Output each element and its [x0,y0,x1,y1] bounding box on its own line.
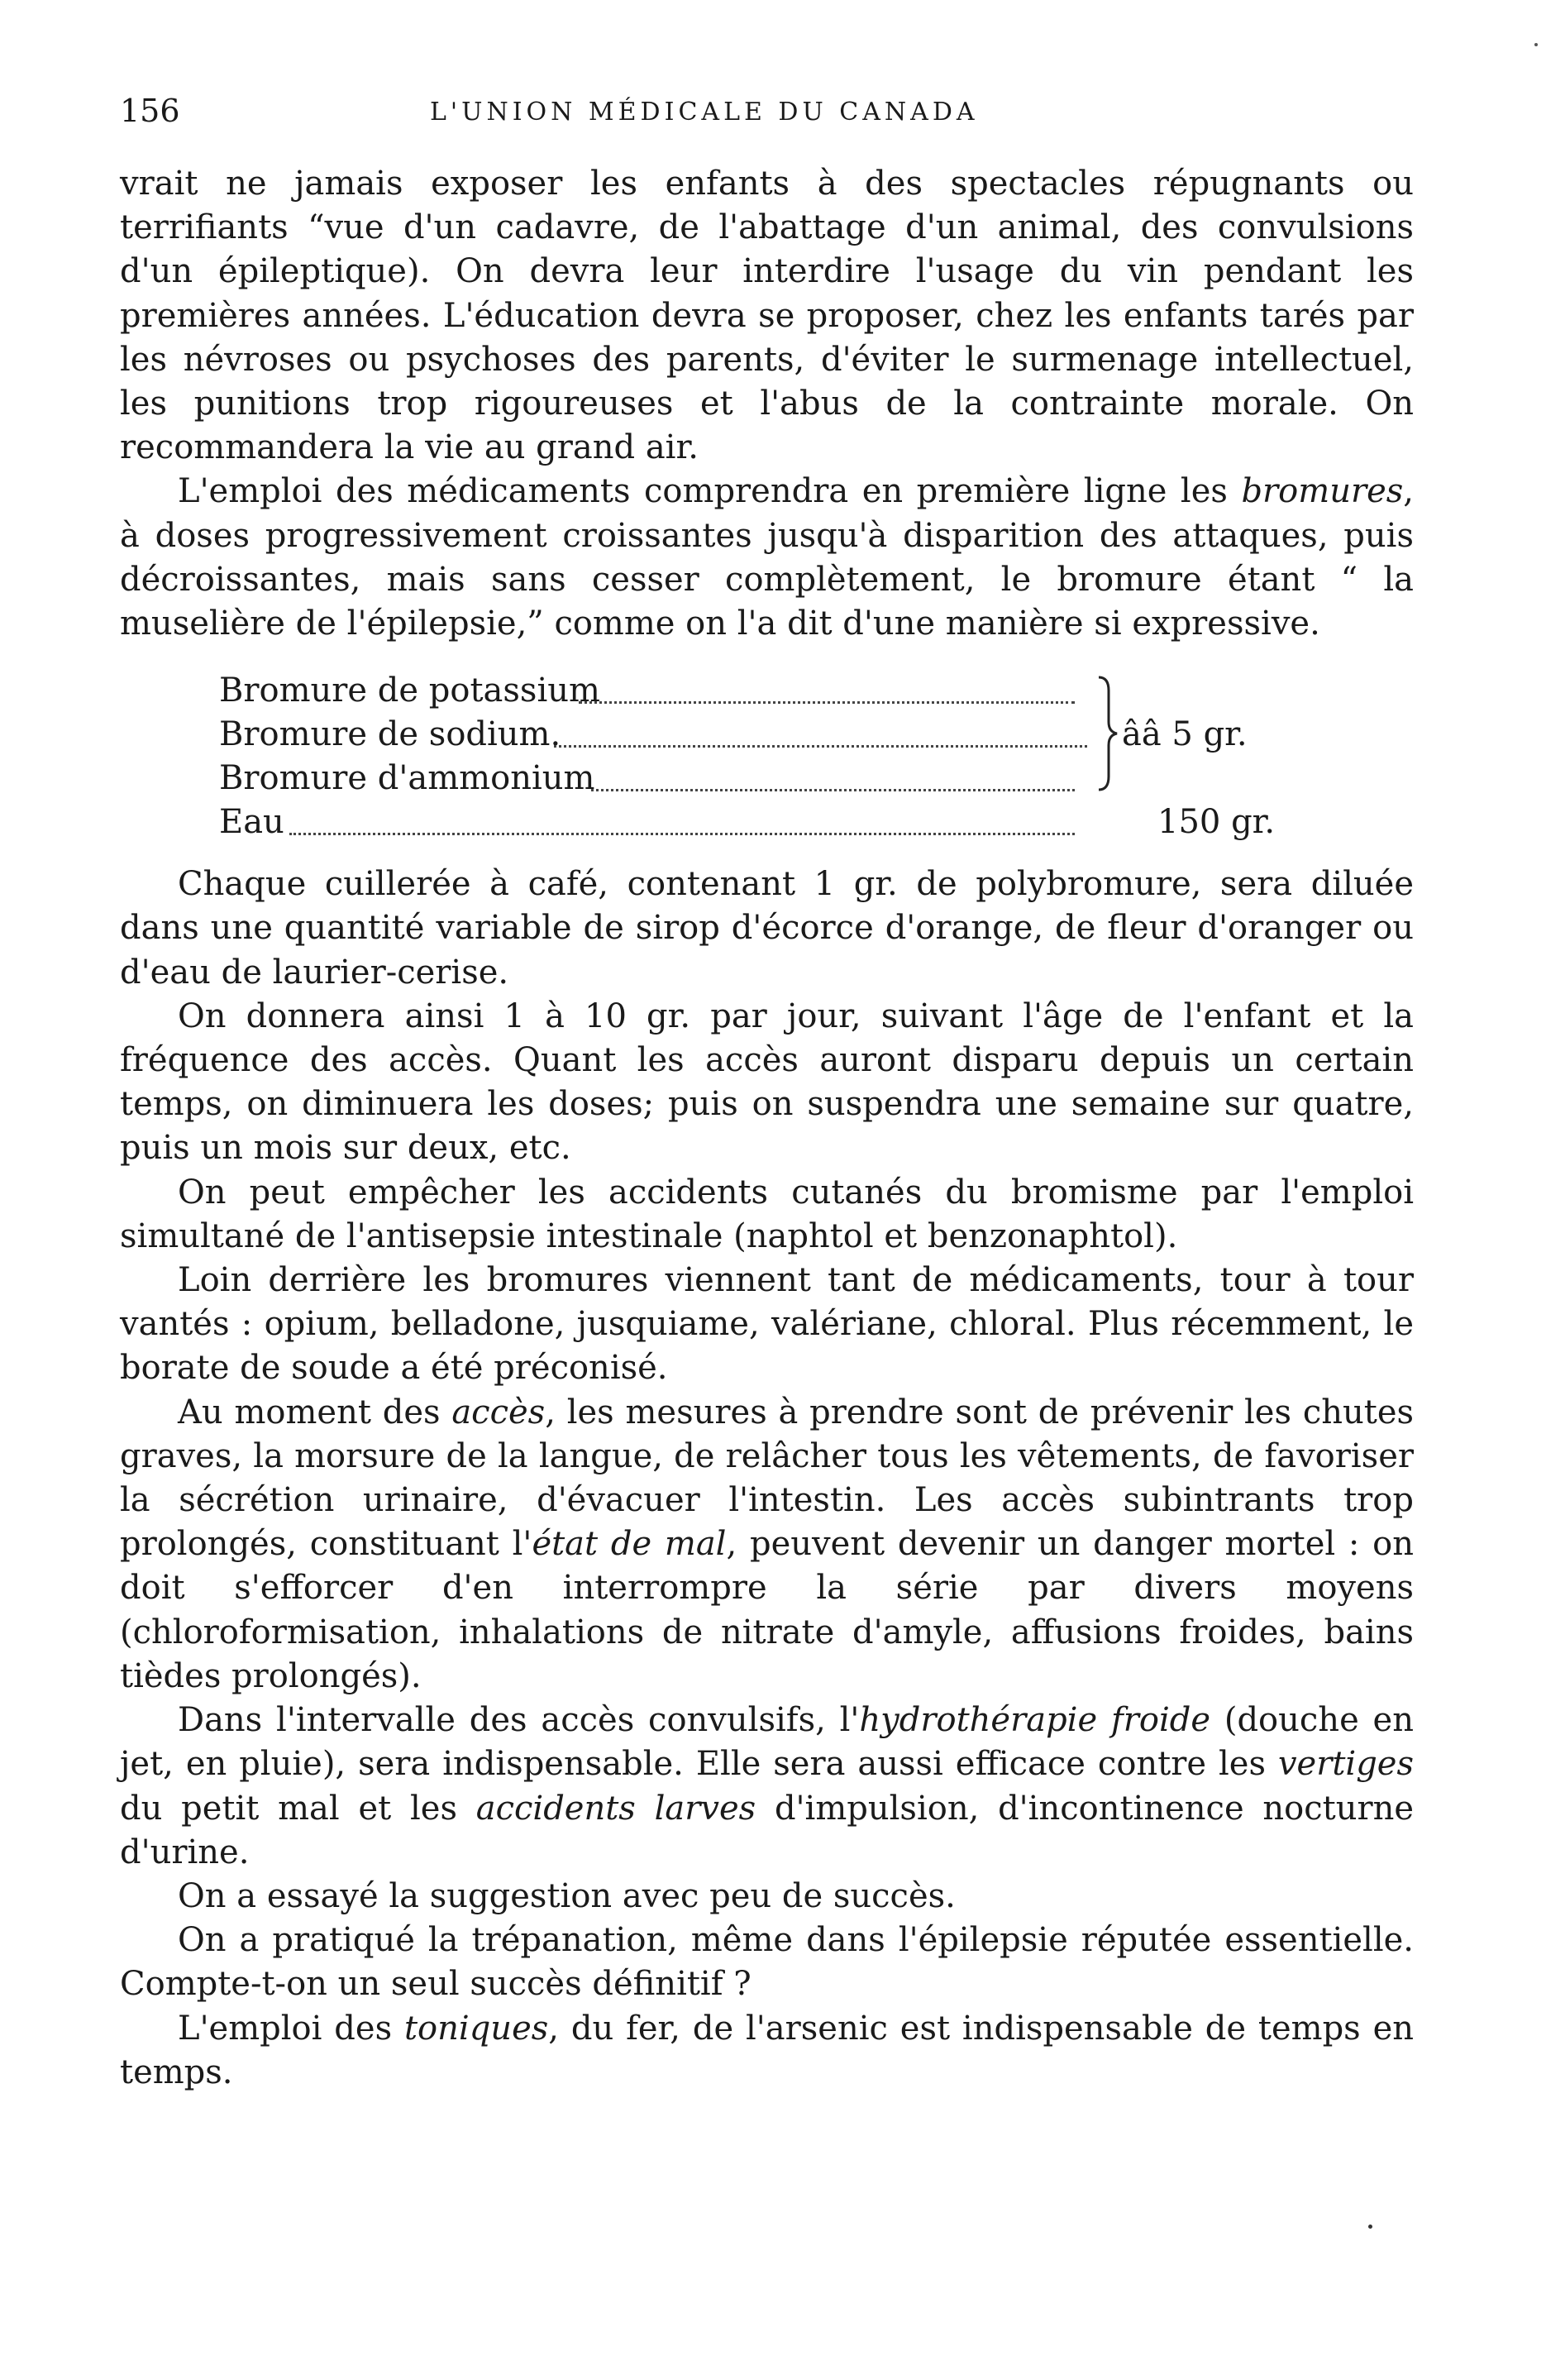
paragraph-1: vrait ne jamais exposer les enfants à des spectacles répugnants ou terrifiants “vue d'un cadavre, de l'abattage d'un animal, des convulsions d'un épileptique). On devra leur interdire l'usage du vin pendant les premières années. L'éducation devra se proposer, chez les enfants tarés par les névroses ou psychoses des parents, d'éviter le surmenage intellectuel, les punitions trop rigoureuses et l'abus de la contrainte morale. On recommandera la vie au grand air. [120,165,1414,467]
italic-term-toniques: toniques [403,2009,549,2048]
body-text [120,162,1414,2095]
text-run: , du fer, de l'arsenic est indispensable de temps en temps. [120,2009,1415,2091]
formula-ingredient: Bromure de sodium. [219,715,561,754]
running-head: L'UNION MÉDICALE DU CANADA [430,98,979,127]
paragraph-11 [120,2007,1414,2095]
text-run: Dans l'intervalle des accès convulsifs, l' [178,1701,860,1740]
text-run: Au moment des [178,1393,452,1431]
paragraph-8 [120,1699,1414,1875]
text-run: L'emploi des [178,2009,404,2048]
dot-leader [289,789,1075,835]
text-run: du petit mal et les [120,1789,476,1828]
right-brace [1097,676,1119,791]
prescription-formula [120,669,1414,846]
combined-quantity: ââ 5 gr. [1122,715,1248,754]
formula-ingredient: Eau [219,803,284,842]
formula-ingredient: Bromure de potassium [219,671,600,710]
paragraph-10: On a pratiqué la trépanation, même dans l'épilepsie réputée essentielle. Compte-t-on un seul succès définitif ? [120,1921,1414,2004]
stray-dot [1368,2225,1372,2229]
dot-leader [591,745,1075,791]
italic-term-accidents-larves: accidents larves [475,1789,756,1828]
dot-leader [579,657,1075,704]
text-run: (douche en jet, en pluie), sera indispensable. Elle sera aussi efficace contre les [120,1701,1414,1784]
text-run: L'emploi des médicaments comprendra en première ligne les [178,472,1242,511]
text-run: d'impulsion, d'incontinence nocturne d'urine. [120,1789,1415,1871]
formula-row-2 [219,713,561,757]
page-number: 156 [120,93,180,129]
margin-mark [1534,43,1538,46]
formula-row-4 [219,801,284,844]
text-run: , peuvent devenir un danger mortel : on doit s'efforcer d'en interrompre la série par divers moyens (chloroformisation, inhalations de nitrate d'amyle, affusions froides, bains tièdes prolongés). [120,1525,1415,1695]
text-run: , à doses progressivement croissantes jusqu'à disparition des attaques, puis décroissantes, mais sans cesser complètement, le bromure étant “ la muselière de l'épilepsie,” comme on l'a dit d'une manière si expressive. [120,472,1414,643]
italic-term-vertiges: vertiges [1277,1745,1414,1784]
page-header [120,93,1414,142]
italic-term-hydrotherapie: hydrothérapie froide [859,1701,1211,1740]
water-quantity: 150 gr. [1157,803,1276,842]
italic-term-etat-de-mal: état de mal [532,1525,727,1564]
paragraph-2 [120,470,1414,646]
italic-term-bromures: bromures [1241,472,1404,511]
formula-row-1 [219,669,600,713]
paragraph-3: Chaque cuillerée à café, contenant 1 gr. de polybromure, sera diluée dans une quantité variable de sirop d'écorce d'orange, de fleur d'oranger ou d'eau de laurier-cerise. [120,865,1414,992]
paragraph-4: On donnera ainsi 1 à 10 gr. par jour, suivant l'âge de l'enfant et la fréquence des accès. Quant les accès auront disparu depuis un certain temps, on diminuera les doses; puis on suspendra une semaine sur quatre, puis un mois sur deux, etc. [120,996,1414,1168]
paragraph-7 [120,1391,1414,1699]
paragraph-6: Loin derrière les bromures viennent tant de médicaments, tour à tour vantés : opium, belladone, jusquiame, valériane, chloral. Plus récemment, le borate de soude a été préconisé. [120,1261,1414,1388]
paragraph-9: On a essayé la suggestion avec peu de succès. [178,1876,956,1915]
formula-ingredient: Bromure d'ammonium [219,759,595,798]
dot-leader [554,701,1087,748]
italic-term-acces: accès [451,1393,546,1431]
paragraph-5: On peut empêcher les accidents cutanés du bromisme par l'emploi simultané de l'antisepsie intestinale (naphtol et benzonaphtol). [120,1173,1414,1255]
text-run: , les mesures à prendre sont de prévenir les chutes graves, la morsure de la langue, de relâcher tous les vêtements, de favoriser la sécrétion urinaire, d'évacuer l'intestin. Les accès subintrants trop prolongés, constituant l' [120,1393,1415,1564]
